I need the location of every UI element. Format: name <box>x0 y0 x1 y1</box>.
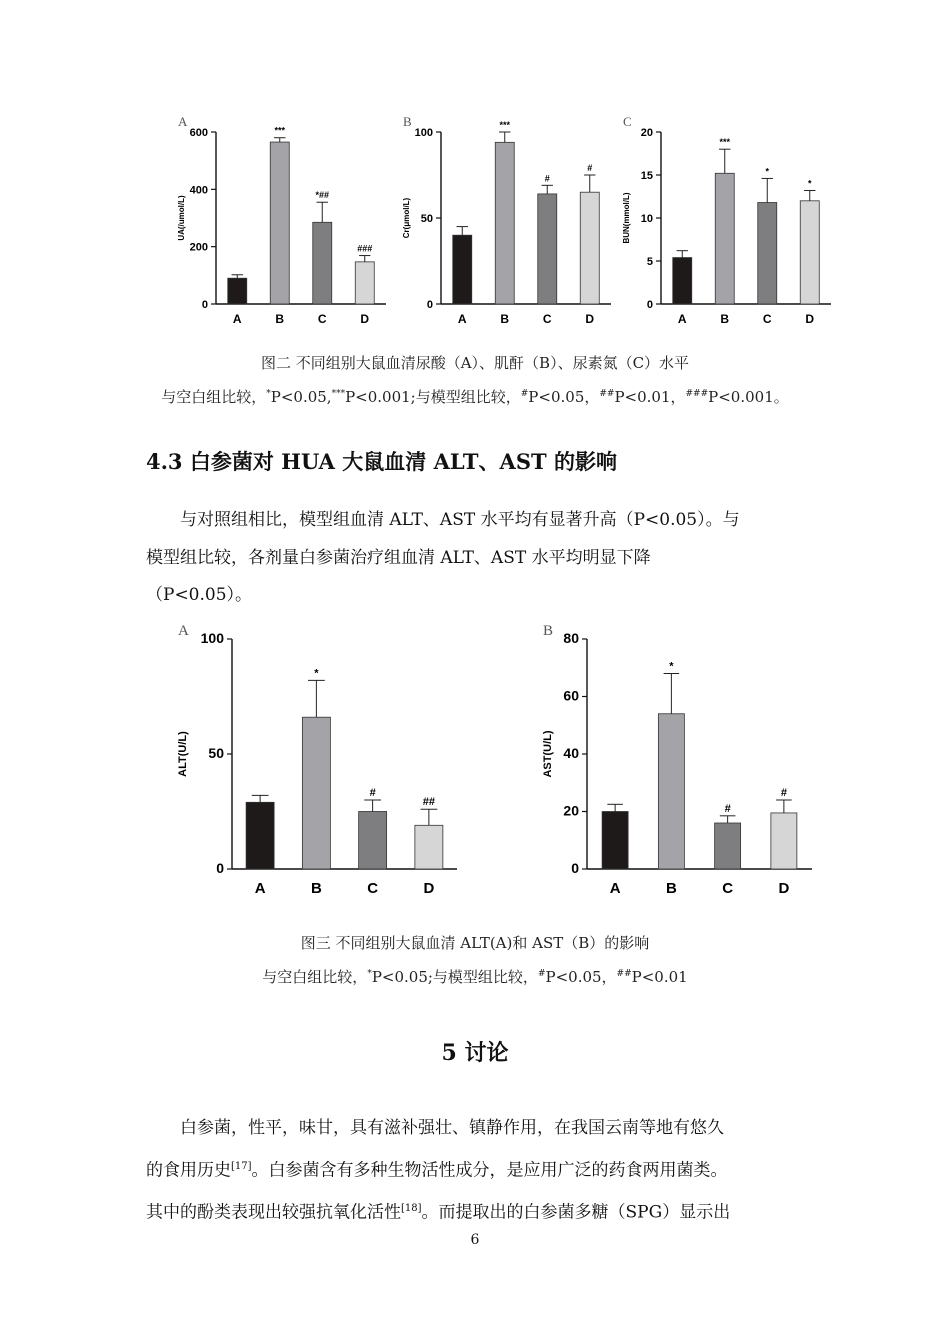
significance-marker: * <box>807 178 812 189</box>
y-tick-label: 0 <box>201 299 208 311</box>
bar-D <box>771 813 797 869</box>
x-tick-label: C <box>317 312 327 326</box>
y-tick-label: 200 <box>189 241 208 254</box>
section-4-3-paragraph <box>146 502 811 615</box>
bar-D <box>415 825 443 869</box>
x-tick-label: B <box>310 880 322 897</box>
y-axis-label: BUN(mmol/L) <box>622 192 631 244</box>
y-tick-label: 10 <box>640 213 653 225</box>
y-tick-label: 5 <box>646 256 653 268</box>
y-tick-label: 20 <box>563 802 579 819</box>
x-tick-label: D <box>778 880 790 897</box>
section-5-heading: 5 讨论 <box>441 1040 509 1066</box>
bar-A <box>602 812 628 870</box>
y-axis-label: ALT(U/L) <box>177 731 189 777</box>
para-line: 其中的酚类表现出较强抗氧化活性[18]。而提取出的白参菌多糖（SPG）显示出 <box>146 1202 731 1223</box>
panel-label: A <box>178 623 189 639</box>
bar-B <box>270 142 289 304</box>
x-tick-label: C <box>367 880 379 897</box>
para-line: 白参菌，性平，味甘，具有滋补强壮、镇静作用，在我国云南等地有悠久 <box>180 1118 724 1138</box>
bar-B <box>715 173 734 304</box>
x-tick-label: A <box>232 312 242 326</box>
y-tick-label: 50 <box>208 745 224 761</box>
x-tick-label: C <box>762 312 772 326</box>
fig3-chart-ast <box>535 615 835 900</box>
y-tick-label: 60 <box>563 687 579 704</box>
bar-A <box>453 235 472 304</box>
y-tick-label: 600 <box>189 127 208 139</box>
x-tick-label: B <box>720 312 730 326</box>
significance-marker: # <box>587 163 593 173</box>
bar-B <box>302 717 330 869</box>
bar-A <box>673 258 692 304</box>
x-tick-label: D <box>360 312 370 326</box>
para-line: 与对照组相比，模型组血清 ALT、AST 水平均有显著升高（P<0.05）。与 <box>180 510 740 530</box>
significance-marker: # <box>369 787 376 799</box>
y-tick-label: 15 <box>640 170 653 182</box>
y-tick-label: 100 <box>414 127 433 139</box>
x-tick-label: B <box>665 880 677 897</box>
bar-C <box>359 812 387 870</box>
para-line: 的食用历史[17]。白参菌含有多种生物活性成分，是应用广泛的药食两用菌类。 <box>146 1160 728 1181</box>
panel-label: C <box>623 114 632 129</box>
y-tick-label: 0 <box>646 299 653 311</box>
significance-marker: ### <box>357 243 373 254</box>
y-axis-label: AST(U/L) <box>542 730 554 778</box>
x-tick-label: B <box>500 312 510 326</box>
page-number: 6 <box>470 1232 480 1248</box>
fig3-chart-alt <box>170 615 470 900</box>
significance-marker: *## <box>315 190 330 201</box>
y-tick-label: 40 <box>563 745 579 761</box>
y-tick-label: 400 <box>189 184 208 197</box>
y-tick-label: 100 <box>200 630 224 646</box>
bar-A <box>228 278 247 304</box>
section-5-paragraph <box>146 1110 811 1232</box>
x-tick-label: D <box>423 880 435 897</box>
fig2-chart-cr <box>395 110 623 332</box>
para-line: 模型组比较，各剂量白参菌治疗组血清 ALT、AST 水平均明显下降 <box>146 547 651 568</box>
y-tick-label: 0 <box>216 860 224 876</box>
bar-C <box>538 194 557 304</box>
y-tick-label: 0 <box>426 299 433 311</box>
y-tick-label: 20 <box>640 127 653 139</box>
bar-D <box>580 192 599 304</box>
citation-ref: [18] <box>401 1202 422 1214</box>
fig2-caption-note: 与空白组比较，*P<0.05,***P<0.001;与模型组比较，#P<0.05，##P<0.01，###P<0.001。 <box>161 388 789 406</box>
para-line: （P<0.05）。 <box>146 585 253 605</box>
significance-marker: *** <box>274 125 286 136</box>
significance-marker: * <box>314 667 319 680</box>
bar-C <box>313 222 332 304</box>
y-tick-label: 50 <box>420 213 433 225</box>
y-tick-label: 80 <box>563 630 579 646</box>
fig3-caption-note: 与空白组比较，*P<0.05;与模型组比较，#P<0.05，##P<0.01 <box>262 968 688 986</box>
x-tick-label: D <box>585 312 595 326</box>
significance-marker: # <box>724 802 731 815</box>
fig2-chart-ua <box>170 110 398 332</box>
x-tick-label: D <box>805 312 815 326</box>
x-tick-label: A <box>677 312 687 326</box>
panel-label: B <box>403 114 412 129</box>
significance-marker: ## <box>422 796 435 809</box>
significance-marker: * <box>669 660 674 673</box>
fig2-caption-title: 图二 不同组别大鼠血清尿酸（A）、肌酐（B）、尿素氮（C）水平 <box>260 354 690 372</box>
bar-D <box>800 201 819 304</box>
x-tick-label: C <box>722 880 734 897</box>
bar-B <box>658 714 684 869</box>
fig3-caption-title: 图三 不同组别大鼠血清 ALT(A)和 AST（B）的影响 <box>300 934 650 952</box>
x-tick-label: A <box>254 880 266 897</box>
y-tick-label: 0 <box>571 860 579 876</box>
significance-marker: *** <box>499 120 511 130</box>
bar-C <box>758 203 777 304</box>
x-tick-label: C <box>542 312 552 326</box>
significance-marker: *** <box>719 137 731 148</box>
bar-D <box>355 262 374 304</box>
section-4-3-heading: 4.3 白参菌对 HUA 大鼠血清 ALT、AST 的影响 <box>146 449 617 474</box>
fig2-chart-bun <box>615 110 843 332</box>
significance-marker: # <box>544 173 550 184</box>
bar-A <box>246 802 274 869</box>
x-tick-label: B <box>275 312 285 326</box>
significance-marker: # <box>780 787 787 799</box>
y-axis-label: Cr(μmol/L) <box>402 197 411 239</box>
panel-label: A <box>178 114 188 129</box>
citation-ref: [17] <box>231 1160 252 1172</box>
y-axis-label: UA(/umol/L) <box>177 195 186 241</box>
bar-B <box>495 142 514 304</box>
panel-label: B <box>543 623 554 639</box>
significance-marker: * <box>765 166 770 177</box>
x-tick-label: A <box>457 312 467 326</box>
x-tick-label: A <box>609 880 621 897</box>
bar-C <box>715 823 741 869</box>
